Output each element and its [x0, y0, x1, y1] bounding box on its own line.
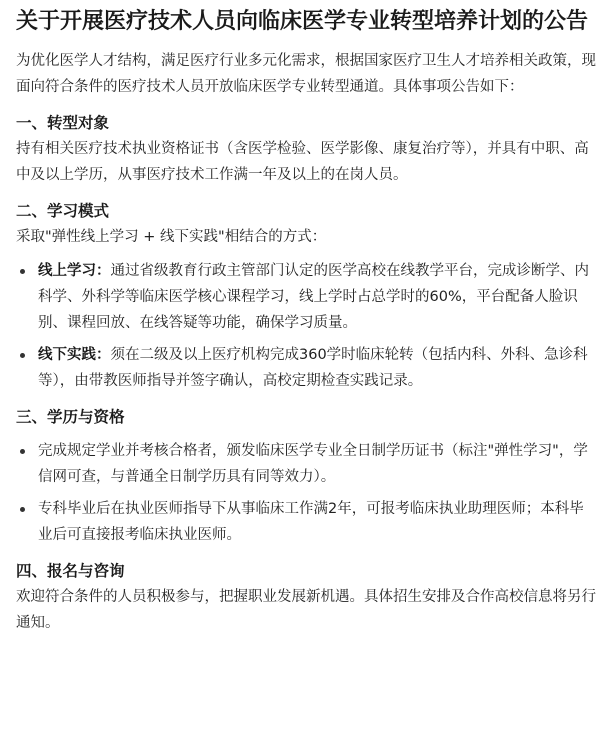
- qualification-list: [16, 438, 596, 548]
- item-term: 线下实践：: [38, 347, 111, 363]
- section-heading: 一、转型对象: [16, 114, 110, 132]
- list-item: [16, 258, 596, 336]
- page-title: 关于开展医疗技术人员向临床医学专业转型培养计划的公告: [16, 9, 589, 34]
- study-mode-list: [16, 258, 596, 394]
- section-text: 欢迎符合条件的人员积极参与，把握职业发展新机遇。具体招生安排及合作高校信息将另行通知。: [16, 589, 596, 631]
- section-text: 持有相关医疗技术执业资格证书（含医学检验、医学影像、康复治疗等），并具有中职、高中及以上学历，从事医疗技术工作满一年及以上的在岗人员。: [16, 141, 589, 183]
- section-text: 采取"弹性线上学习 + 线下实践"相结合的方式：: [16, 229, 327, 245]
- list-item: [16, 496, 596, 548]
- bullet-icon: [20, 449, 25, 454]
- section-registration: [16, 558, 596, 636]
- item-text: 须在二级及以上医疗机构完成360学时临床轮转（包括内科、外科、急诊科等），由带教医师指导并签字确认，高校定期检查实践记录。: [38, 347, 588, 389]
- bullet-icon: [20, 507, 25, 512]
- list-item: [16, 438, 596, 490]
- item-text: 通过省级教育行政主管部门认定的医学高校在线教学平台，完成诊断学、内科学、外科学等临床医学核心课程学习，线上学时占总学时的60%，平台配备人脸识别、课程回放、在线答疑等功能，确保学习质量。: [38, 263, 589, 331]
- bullet-icon: [20, 269, 25, 274]
- bullet-icon: [20, 353, 25, 358]
- section-heading: 三、学历与资格: [16, 408, 125, 426]
- section-heading: 二、学习模式: [16, 202, 110, 220]
- section-qualification: [16, 404, 596, 548]
- item-text: 完成规定学业并考核合格者，颁发临床医学专业全日制学历证书（标注"弹性学习"，学信网可查，与普通全日制学历具有同等效力）。: [38, 443, 588, 485]
- section-target: [16, 110, 596, 188]
- section-heading: 四、报名与咨询: [16, 562, 125, 580]
- item-term: 线上学习：: [38, 263, 111, 279]
- section-study-mode: [16, 198, 596, 394]
- item-text: 专科毕业后在执业医师指导下从事临床工作满2年，可报考临床执业助理医师；本科毕业后可直接报考临床执业医师。: [38, 501, 584, 543]
- intro-paragraph: 为优化医学人才结构，满足医疗行业多元化需求，根据国家医疗卫生人才培养相关政策，现面向符合条件的医疗技术人员开放临床医学专业转型通道。具体事项公告如下：: [16, 53, 596, 95]
- list-item: [16, 342, 596, 394]
